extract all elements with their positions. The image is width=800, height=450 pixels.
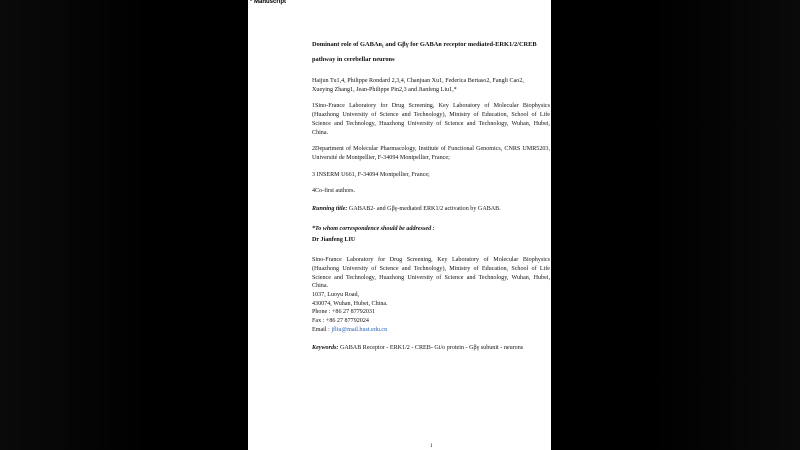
correspondence-address [312, 256, 550, 334]
manuscript-label: * Manuscript [250, 0, 287, 5]
keywords-text: GABAB Receptor - ERK1/2 - CREB- Gi/o protein - Gβγ subunit - neurons [339, 345, 524, 352]
phone-line: Phone : +86 27 87792031 [312, 309, 376, 316]
title-line-1: Dominant role of GABAʙ₁ and Gβγ for GABAʙ receptor mediated-ERK1/2/CREB [312, 41, 537, 48]
email-line [312, 326, 550, 335]
document-page [248, 0, 551, 450]
affiliation-2: 2Department of Molecular Pharmacology, Institute of Functional Genomics, CNRS UMR5203, Université de Montpellier, F-34094 Montpellier, France; [312, 146, 550, 161]
page-number: 1 [430, 443, 433, 449]
running-title-label: Running title: [312, 206, 348, 213]
affiliation-4: 4Co-first authors. [312, 188, 355, 195]
correspondence-label: *To whom correspondence should be addressed : [312, 225, 435, 232]
address-line: 1037, Luoyu Road, [312, 291, 360, 298]
running-title-text: GABAB2- and Gβγ-mediated ERK1/2 activation by GABAB. [348, 206, 501, 213]
authors-line-2: Xueying Zhang1, Jean-Philippe Pin2,3 and Jianfeng Liu1,* [312, 86, 457, 93]
page-content [312, 38, 550, 353]
left-backdrop [0, 0, 248, 450]
email-link[interactable]: jfliu@mail.hust.edu.cn [331, 326, 388, 333]
address-block: Sino-France Laboratory for Drug Screening, Key Laboratory of Molecular Biophysics (Huazhong University of Science and Technology), Ministry of Education, School of Life Science and Technology, Huazhong University of Science and Technology, Wuhan, Hubei, China. [312, 257, 550, 290]
authors-line-1: Haijun Tu1,4, Philippe Rondard 2,3,4, Chanjuan Xu1, Federica Bertaso2, Fangli Cao2, [312, 78, 524, 84]
affiliation-1: 1Sino-France Laboratory for Drug Screening, Key Laboratory of Molecular Biophysics (Huazhong University of Science and Technology), Ministry of Education, School of Life Science and Technology, Huazhong University of Science and Technology, Wuhan, Hubei, China. [312, 103, 550, 136]
title-line-2: pathway in cerebellar neurons [312, 55, 395, 63]
correspondence-name: Dr Jianfeng LIU [312, 237, 356, 244]
paper-title [312, 38, 550, 67]
address-line: 430074, Wuhan, Hubei, China. [312, 300, 388, 307]
author-list [312, 77, 550, 94]
keywords [312, 344, 550, 353]
running-title [312, 205, 550, 214]
keywords-label: Keywords: [312, 345, 339, 352]
fax-line: Fax : +86 27 87792024 [312, 318, 369, 325]
affiliation-3: 3 INSERM U661, F-34094 Montpellier, France; [312, 171, 430, 178]
right-backdrop [551, 0, 800, 450]
email-label: Email : [312, 326, 330, 333]
